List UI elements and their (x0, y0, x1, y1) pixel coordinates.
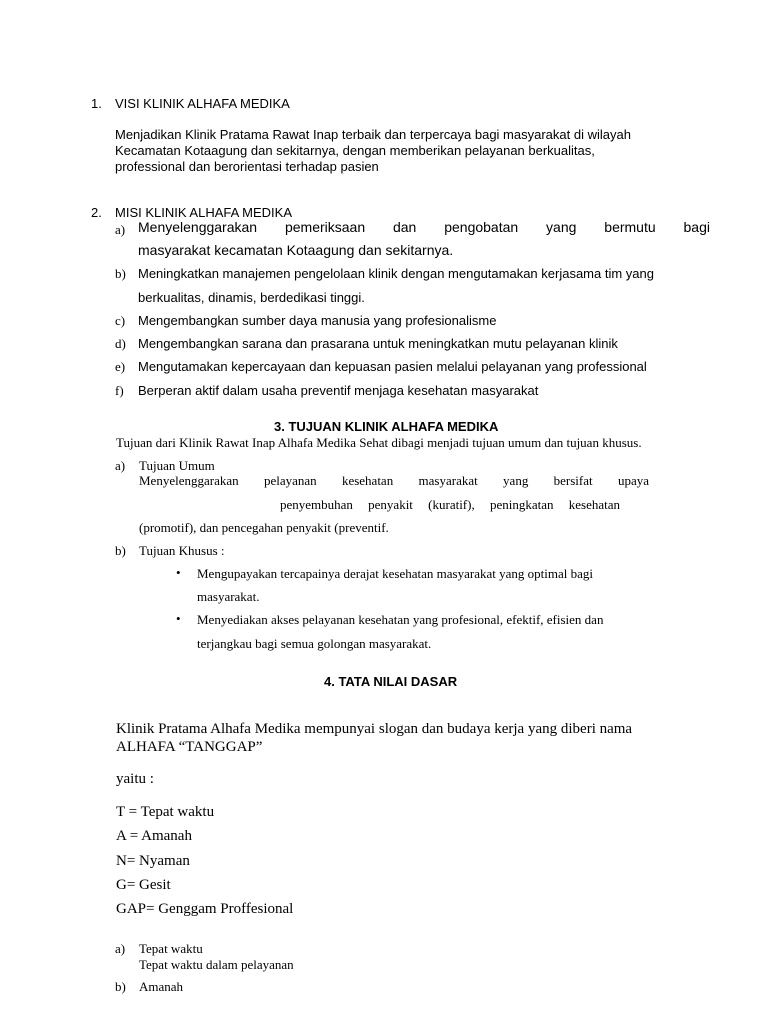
misi-item-a-marker: a) (115, 222, 126, 237)
tujuan-khusus-bullet-1-line1: Mengupayakan tercapainya derajat kesehatan masyarakat yang optimal bagi (197, 566, 593, 581)
misi-item-e-line1: Mengutamakan kepercayaan dan kepuasan pasien melalui pelayanan yang professional (138, 359, 647, 374)
detail-a-marker: a) (115, 941, 126, 956)
detail-a-desc: Tepat waktu dalam pelayanan (139, 957, 294, 972)
tujuan-umum-line2 (280, 497, 620, 513)
tata-nilai-heading: 4. TATA NILAI DASAR (324, 674, 458, 689)
tata-nilai-intro-line2: ALHAFA “TANGGAP” (116, 739, 263, 755)
word: kesehatan (341, 473, 394, 488)
tata-nilai-yaitu: yaitu : (116, 771, 154, 787)
value-item: G= Gesit (116, 877, 171, 893)
value-item: GAP= Genggam Proffesional (116, 901, 294, 917)
visi-number: 1. (91, 96, 102, 111)
tujuan-khusus-bullet-2-line1: Menyediakan akses pelayanan kesehatan yang profesional, efektif, efisien dan (197, 612, 604, 627)
visi-text (115, 127, 631, 175)
misi-item-e-marker: e) (115, 359, 126, 374)
detail-b-title: Amanah (139, 979, 184, 994)
word: penyakit (368, 497, 413, 512)
value-item: T = Tepat waktu (116, 804, 215, 820)
value-item: N= Nyaman (116, 853, 190, 869)
visi-heading: VISI KLINIK ALHAFA MEDIKA (115, 96, 290, 111)
word: pelayanan (263, 473, 317, 488)
word: (kuratif), (428, 497, 475, 512)
tujuan-umum-line1 (139, 473, 649, 489)
tujuan-umum-marker: a) (115, 458, 126, 473)
misi-item-a-line2: masyarakat kecamatan Kotaagung dan sekitarnya. (138, 242, 454, 258)
bullet-icon: • (176, 565, 181, 580)
visi-line: Menjadikan Klinik Pratama Rawat Inap terbaik dan terpercaya bagi masyarakat di wilayah (115, 127, 631, 142)
bullet-icon: • (176, 611, 181, 626)
tujuan-intro: Tujuan dari Klinik Rawat Inap Alhafa Medika Sehat dibagi menjadi tujuan umum dan tujuan khusus. (116, 435, 642, 450)
word: kesehatan (568, 497, 620, 512)
tujuan-umum-title: Tujuan Umum (139, 458, 215, 473)
misi-item-f-line1: Berperan aktif dalam usaha preventif menjaga kesehatan masyarakat (138, 383, 539, 398)
misi-item-d-line1: Mengembangkan sarana dan prasarana untuk meningkatkan mutu pelayanan klinik (138, 336, 618, 351)
misi-item-b-line1: Meningkatkan manajemen pengelolaan klinik dengan mengutamakan kerjasama tim yang (138, 266, 654, 281)
misi-heading: MISI KLINIK ALHAFA MEDIKA (115, 205, 293, 220)
misi-item-a-line1: Menyelenggarakan pemeriksaan dan pengobatan yang bermutu bagi (138, 219, 710, 235)
tujuan-heading: 3. TUJUAN KLINIK ALHAFA MEDIKA (274, 419, 499, 434)
tujuan-khusus-marker: b) (115, 543, 126, 558)
detail-a-title: Tepat waktu (139, 941, 203, 956)
word: peningkatan (489, 497, 554, 512)
word: yang (503, 473, 529, 488)
misi-item-c-marker: c) (115, 313, 126, 328)
misi-number: 2. (91, 205, 102, 220)
word: bersifat (553, 473, 593, 488)
word: upaya (617, 473, 649, 488)
tujuan-khusus-title: Tujuan Khusus : (139, 543, 225, 558)
tujuan-khusus-bullet-2-line2: terjangkau bagi semua golongan masyarakat. (197, 636, 432, 651)
word: Menyelenggarakan (139, 473, 239, 488)
tujuan-umum-line3: (promotif), dan pencegahan penyakit (preventif. (139, 520, 389, 535)
misi-item-d-marker: d) (115, 336, 126, 351)
tata-nilai-intro-line1: Klinik Pratama Alhafa Medika mempunyai slogan dan budaya kerja yang diberi nama (116, 721, 633, 737)
visi-line: Kecamatan Kotaagung dan sekitarnya, dengan memberikan pelayanan berkualitas, (115, 143, 595, 158)
misi-item-c-line1: Mengembangkan sumber daya manusia yang profesionalisme (138, 313, 497, 328)
tujuan-khusus-bullet-1-line2: masyarakat. (197, 589, 260, 604)
word: penyembuhan (280, 497, 353, 512)
value-item: A = Amanah (116, 828, 192, 844)
detail-b-marker: b) (115, 979, 126, 994)
misi-item-f-marker: f) (115, 383, 124, 398)
word: masyarakat (418, 473, 478, 488)
misi-item-b-marker: b) (115, 266, 126, 281)
misi-item-b-line2: berkualitas, dinamis, berdedikasi tinggi. (138, 290, 365, 305)
visi-line: professional dan berorientasi terhadap pasien (115, 159, 379, 174)
